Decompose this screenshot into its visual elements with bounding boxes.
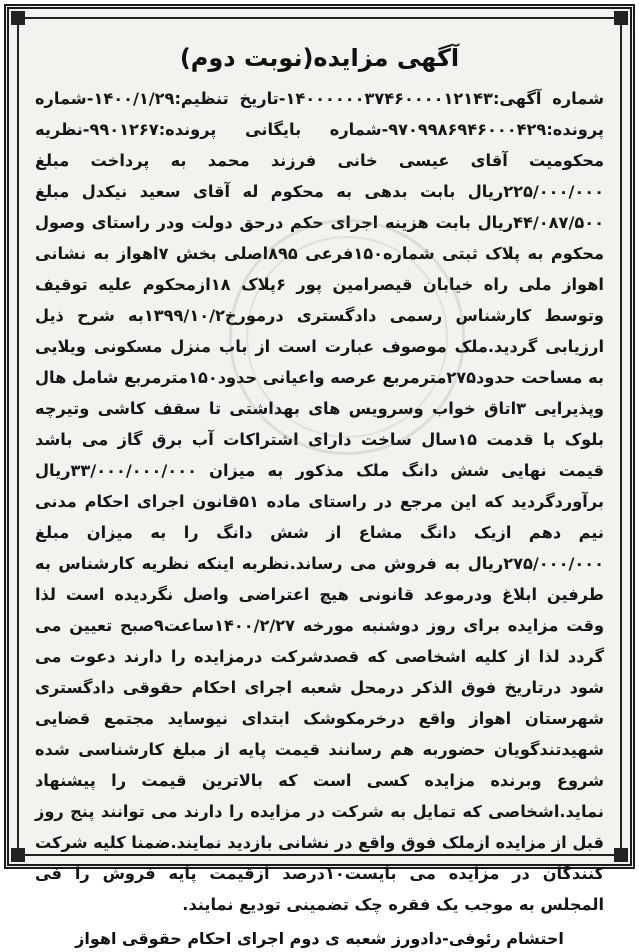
notice-body: شماره آگهی:۱۴۰۰۰۰۰۰۳۷۴۶۰۰۰۰۱۲۱۴۳-تاریخ تنظیم:۱۴۰۰/۱/۲۹-شماره پرونده:۹۷۰۹۹۸۶۹۴۶۰۰۰۴۲۹-شماره بایگانی پرونده:۹۹۰۱۲۶۷-نظریه محکومیت آقای عیسی خانی فرزند محمد به پرداخت مبلغ ۲۲۵/۰۰۰/۰۰۰ریال بابت بدهی به محکوم له آقای سعید نیکدل مبلغ ۴۴/۰۸۷/۵۰۰ریال بابت هزینه اجرای حکم درحق دولت ودر راستای وصول محکوم به پلاک ثبتی شماره۱۵۰فرعی ۸۹۵اصلی بخش ۷اهواز به نشانی اهواز ملی راه خیابان قیصرامین پور ۶پلاک ۱۸ازمحکوم علیه توقیف وتوسط کارشناس رسمی دادگستری درمورخ۱۳۹۹/۱۰/۲به شرح ذیل ارزیابی گردید.ملک موصوف عبارت است از باب منزل مسکونی ویلایی به مساحت حدود۲۷۵مترمربع عرصه واعیانی حدود۱۵۰مترمربع شامل هال وپذیرایی ۳اتاق خواب وسرویس های بهداشتی تا سقف کاشی وتیرچه بلوک با قدمت ۱۵سال ساخت دارای اشتراکات آب برق گاز می باشد قیمت نهایی شش دانگ ملک مذکور به میزان ۳۳/۰۰۰/۰۰۰/۰۰۰ریال برآوردگردید که این مرجع در راستای ماده ۵۱قانون اجرای احکام مدنی نیم دهم ازیک دانگ مشاع از شش دانگ را به میزان مبلغ ۲۷۵/۰۰۰/۰۰۰ریال به فروش می رساند.نظربه اینکه نظریه کارشناس به طرفین ابلاغ ودرموعد قانونی هیچ اعتراضی واصل نگردیده است لذا وقت مزایده برای روز دوشنبه مورخه ۱۴۰۰/۲/۲۷ساعت۹صبح تعیین می گردد لذا از کلیه اشخاصی که قصدشرکت درمزایده را دارند دعوت می شود درتاریخ فوق الذکر درمحل شعبه اجرای احکام حقوقی دادگستری شهرستان اهواز واقع درخرمکوشک ابتدای نیوساید مجتمع قضایی شهیدتندگویان حضوربه هم رسانند قیمت پایه از مبلغ کارشناسی شده شروع وبرنده مزایده کسی است که بالاترین قیمت را پیشنهاد نماید.اشخاصی که تمایل به شرکت در مزایده را دارند می توانند پنج روز قبل از مزایده ازملک فوق واقع در نشانی بازدید نمایند.ضمنا کلیه شرکت کنندگان در مزایده می بایست۱۰درصد ازقیمت پایه فروش را فی المجلس به موجب یک فقره چک تضمینی تودیع نمایند.: [35, 89, 605, 914]
notice-title: آگهی مزایده(نوبت دوم): [179, 44, 460, 72]
notice-frame: [4, 4, 635, 948]
notice-content: [17, 17, 622, 948]
notice-signature: احتشام رئوفی-دادورز شعبه ی دوم اجرای احکام حقوقی اهواز: [75, 929, 564, 948]
